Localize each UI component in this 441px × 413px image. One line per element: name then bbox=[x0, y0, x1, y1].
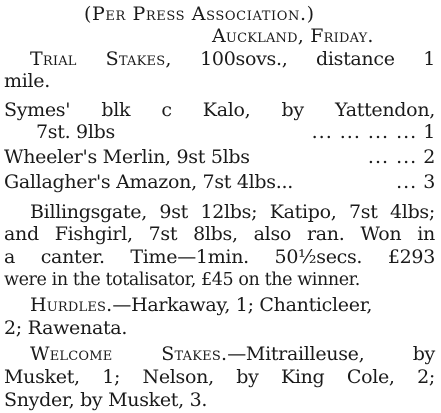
also-ran-text-3: a canter. Time—1min. 50½secs. £293 bbox=[4, 246, 435, 268]
result-second-dots: ... ... bbox=[367, 146, 418, 168]
result-third-name: Gallagher's Amazon, 7st 4lbs... bbox=[4, 171, 293, 193]
result-first-dots: ... ... ... ... bbox=[311, 121, 418, 143]
welcome-stakes-line-2-text: Musket, 1; Nelson, by King Cole, 2; bbox=[4, 366, 435, 388]
result-second-row bbox=[0, 145, 441, 169]
hurdles-line-1 bbox=[0, 293, 441, 317]
welcome-stakes-heading: Welcome Stakes. bbox=[30, 343, 228, 365]
welcome-stakes-line-2 bbox=[0, 365, 441, 389]
hurdles-heading: Hurdles. bbox=[30, 294, 113, 316]
also-ran-line-2 bbox=[0, 222, 441, 246]
result-third-dots: ... bbox=[396, 171, 418, 193]
welcome-stakes-line-1 bbox=[0, 342, 441, 366]
hurdles-line-2 bbox=[0, 316, 441, 340]
also-ran-text-2: and Fishgirl, 7st 8lbs, also ran. Won in bbox=[4, 223, 435, 245]
also-ran-line-3 bbox=[0, 245, 441, 269]
welcome-stakes-line-1-rest: —Mitrailleuse, by bbox=[227, 343, 435, 365]
result-first-text: Symes' blk c Kalo, by Yattendon, bbox=[4, 99, 435, 121]
source-line bbox=[0, 2, 441, 26]
result-first-line bbox=[0, 98, 441, 122]
also-ran-line-4 bbox=[0, 268, 441, 292]
result-third-place: 3 bbox=[423, 171, 435, 193]
result-first-weight-row bbox=[0, 120, 441, 144]
result-first-weight: 7st. 9lbs bbox=[36, 121, 115, 143]
dateline bbox=[0, 24, 441, 48]
also-ran-text-4: were in the totalisator, £45 on the winner. bbox=[4, 270, 360, 290]
trial-stakes-intro-rest: 100sovs., distance 1 bbox=[200, 48, 435, 70]
hurdles-line-2-text: 2; Rawenata. bbox=[4, 317, 128, 339]
result-first-place: 1 bbox=[423, 121, 435, 143]
welcome-stakes-line-3-text: Snyder, by Musket, 3. bbox=[4, 389, 208, 411]
result-second-place: 2 bbox=[423, 146, 435, 168]
hurdles-line-1-rest: —Harkaway, 1; Chanticleer, bbox=[112, 294, 373, 316]
trial-stakes-heading: Trial Stakes, bbox=[30, 48, 172, 70]
trial-stakes-intro-cont-text: mile. bbox=[4, 70, 50, 92]
also-ran-text-1: Billingsgate, 9st 12lbs; Katipo, 7st 4lbs; bbox=[30, 201, 435, 223]
trial-stakes-intro bbox=[0, 47, 441, 71]
trial-stakes-intro-cont bbox=[0, 69, 441, 93]
dateline-text: Auckland, Friday. bbox=[212, 25, 374, 47]
result-third-row bbox=[0, 170, 441, 194]
also-ran-line-1 bbox=[0, 200, 441, 224]
source-text: (Per Press Association.) bbox=[84, 3, 315, 25]
welcome-stakes-line-3 bbox=[0, 388, 441, 412]
result-second-name: Wheeler's Merlin, 9st 5lbs bbox=[4, 146, 250, 168]
